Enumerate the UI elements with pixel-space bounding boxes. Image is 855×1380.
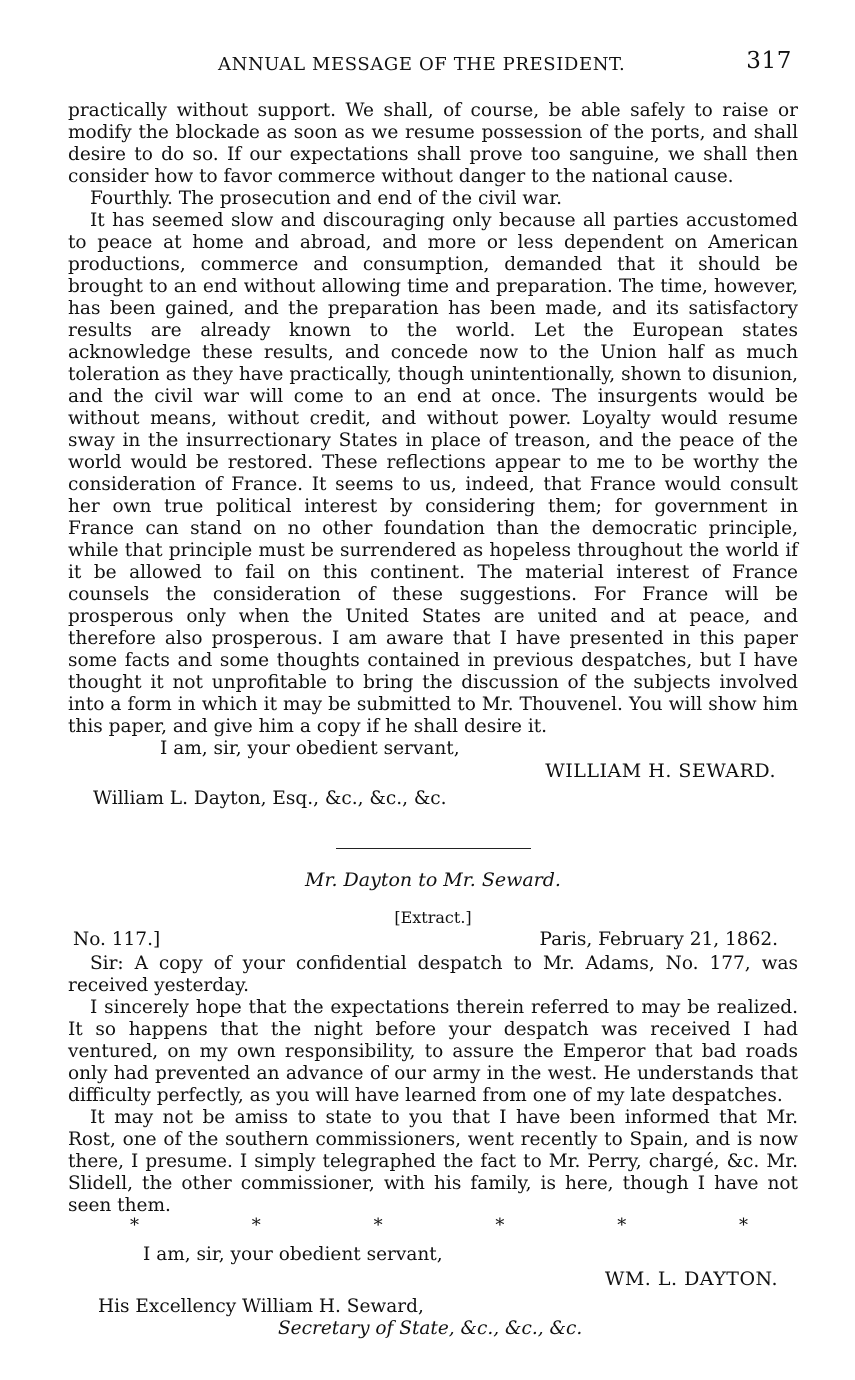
addressee-line2: Secretary of State, &c., &c., &c.	[278, 1318, 583, 1339]
paragraph: It may not be amiss to state to you that I have been informed that Mr. Rost, one of the southern commissioners, went recently to Spain, and is now there, I presume. I simply telegraphed the fact to Mr. Perry, chargé, &c. Mr. Slidell, the other commissioner, with his family, is here, though I have not seen them.	[68, 1107, 798, 1216]
place-date: Paris, February 21, 1862.	[539, 929, 778, 950]
closing-line: I am, sir, your obedient servant,	[160, 738, 460, 759]
star: *	[738, 1215, 748, 1236]
paragraph: Sir: A copy of your confidential despatch to Mr. Adams, No. 177, was received yesterday.	[68, 953, 798, 996]
section-divider	[336, 848, 531, 849]
closing-block	[68, 1238, 798, 1290]
paragraph: practically without support. We shall, of course, be able safely to raise or modify the blockade as soon as we resume possession of the ports, and shall desire to do so. If our expectations shall prove too sanguine, we shall then consider how to favor commerce without danger to the national cause.	[68, 100, 798, 187]
star: *	[130, 1215, 139, 1236]
despatch-number: No. 117.]	[73, 929, 161, 950]
addressee-line1: His Excellency William H. Seward,	[98, 1296, 424, 1317]
despatch-number-line	[68, 929, 798, 953]
letter-seward	[68, 100, 798, 810]
paragraph: I sincerely hope that the expectations therein referred to may be realized. It so happens that the night before your despatch was received I had ventured, on my own responsibility, to assure the Emperor that bad roads only had prevented an advance of our army in the west. He understands that difficulty perfectly, as you will have learned from one of my late despatches.	[68, 997, 798, 1106]
extract-label: [Extract.]	[394, 908, 472, 927]
ellipsis-stars	[68, 1215, 798, 1236]
letter-dayton	[68, 869, 798, 1340]
star: *	[617, 1215, 627, 1236]
letter-title: Mr. Dayton to Mr. Seward.	[305, 869, 561, 891]
closing-line: I am, sir, your obedient servant,	[143, 1244, 443, 1265]
paragraph: Fourthly. The prosecution and end of the civil war.	[90, 188, 562, 209]
paragraph: It has seemed slow and discouraging only because all parties accustomed to peace at home and abroad, and more or less dependent on American productions, commerce and consumption, demanded that it should be brought to an end without allowing time and preparation. The time, however, has been gained, and the preparation has been made, and its satisfactory results are already known to the world. Let the European states acknowledge these results, and concede now to the Union half as much toleration as they have practically, though unintentionally, shown to disunion, and the civil war will come to an end at once. The insurgents would be without means, without credit, and without power. Loyalty would resume sway in the insurrectionary States in place of treason, and the peace of the world would be restored. These reflections appear to me to be worthy the consideration of France. It seems to us, indeed, that France would consult her own true political interest by considering them; for government in France can stand on no other foundation than the democratic principle, while that principle must be surrendered as hopeless throughout the world if it be allowed to fail on this continent. The material interest of France counsels the consideration of these suggestions. For France will be prosperous only when the United States are united and at peace, and therefore also prosperous. I am aware that I have presented in this paper some facts and some thoughts contained in previous despatches, but I have thought it not unprofitable to bring the discussion of the subjects involved into a form in which it may be submitted to Mr. Thouvenel. You will show him this paper, and give him a copy if he shall desire it.	[68, 210, 798, 737]
document-page	[68, 48, 798, 1340]
page-number: 317	[746, 48, 792, 74]
star: *	[251, 1215, 261, 1236]
addressee: William L. Dayton, Esq., &c., &c., &c.	[93, 788, 447, 809]
signature: WILLIAM H. SEWARD.	[545, 760, 776, 782]
signature: WM. L. DAYTON.	[604, 1268, 778, 1290]
star: *	[495, 1215, 505, 1236]
star: *	[373, 1215, 383, 1236]
page-header	[68, 48, 798, 78]
running-title: ANNUAL MESSAGE OF THE PRESIDENT.	[218, 54, 626, 75]
